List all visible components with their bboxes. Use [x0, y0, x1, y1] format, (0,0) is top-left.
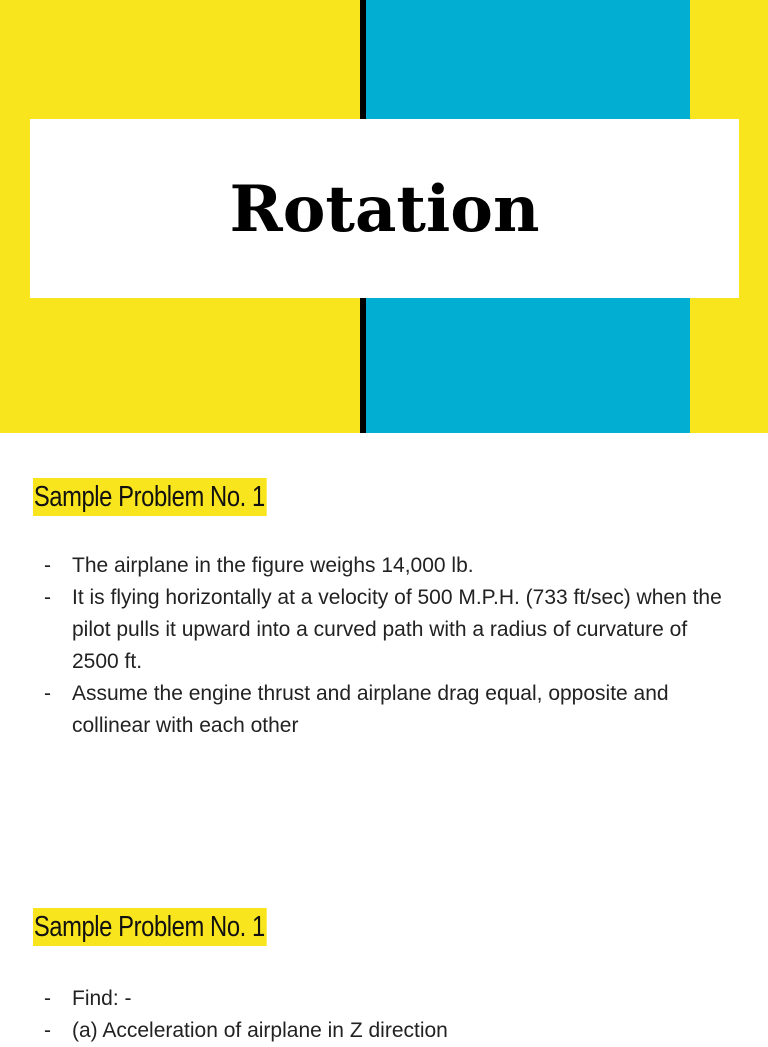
bullet-dash: - — [44, 554, 51, 577]
bullet-dash: - — [44, 586, 51, 609]
list-item — [0, 550, 737, 582]
bullet-text: The airplane in the figure weighs 14,000 lb. — [72, 554, 474, 577]
bullet-text: Assume the engine thrust and airplane drag equal, opposite and collinear with each other — [72, 682, 669, 737]
list-item — [0, 582, 737, 678]
slide-title: Rotation — [229, 172, 540, 247]
bullet-dash: - — [44, 682, 51, 705]
bullet-list — [0, 550, 737, 742]
slide-sample-problem-1-find — [0, 853, 768, 1042]
list-item — [0, 678, 737, 742]
title-box — [30, 119, 739, 298]
bullet-text: It is flying horizontally at a velocity of 500 M.P.H. (733 ft/sec) when the pilot pulls it upward into a curved path with a radius of curvature of 2500 ft. — [72, 586, 722, 673]
bullet-list — [0, 983, 737, 1047]
bullet-text: Find: - — [72, 987, 132, 1010]
slide-sample-problem-1 — [0, 433, 768, 853]
section-heading: Sample Problem No. 1 — [33, 908, 266, 946]
bullet-text: (a) Acceleration of airplane in Z direction — [72, 1019, 448, 1042]
list-item — [0, 1015, 737, 1047]
title-slide — [0, 0, 768, 433]
section-heading: Sample Problem No. 1 — [33, 478, 266, 516]
list-item — [0, 983, 737, 1015]
bullet-dash: - — [44, 1019, 51, 1042]
bullet-dash: - — [44, 987, 51, 1010]
